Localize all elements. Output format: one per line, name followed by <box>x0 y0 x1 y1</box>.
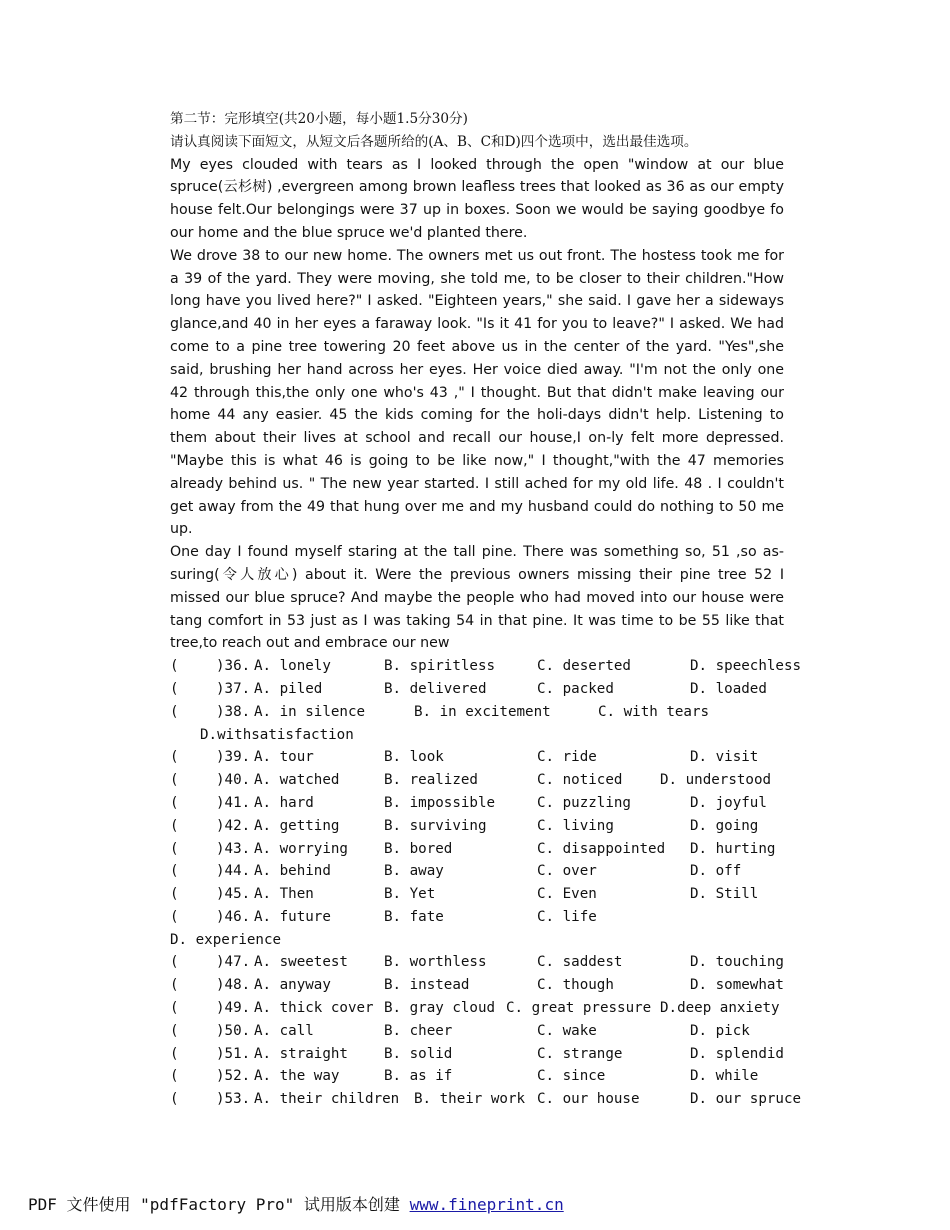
option-b: B. bored <box>384 840 453 857</box>
option-b: B. their work <box>414 1091 526 1108</box>
passage-paragraph-3: One day I found myself staring at the tall pine. There was something so, 51 ,so as- suring(令人放心) about it. Were the previous owners missing their pine tree 52 I missed our blue spruce? And maybe the people who had moved into our house were tang comfort in 53 just as I was taking 54 in that pine. It was time to be 55 like that tree,to reach out and embrace our new <box>170 544 784 652</box>
question-number: )52. <box>216 1068 251 1085</box>
option-a: A. thick cover <box>254 1000 374 1017</box>
question-number: )43. <box>216 840 251 857</box>
instruction-text: 请认真阅读下面短文，从短文后各题所给的(A、B、C和D)四个选项中，选出最佳选项。 <box>170 133 698 150</box>
option-c: C. disappointed <box>537 840 666 857</box>
option-a: A. in silence <box>254 703 366 720</box>
question-row <box>170 815 784 838</box>
question-row <box>170 883 784 906</box>
option-a: A. Then <box>254 886 314 903</box>
question-row <box>170 655 802 678</box>
document-page <box>170 108 802 1111</box>
answer-paren: ( <box>170 817 179 834</box>
option-a: A. watched <box>254 772 340 789</box>
option-c: C. strange <box>537 1045 623 1062</box>
option-a: A. their children <box>254 1091 400 1108</box>
option-d-wrapped: D. experience <box>170 931 282 948</box>
answer-paren: ( <box>170 977 179 994</box>
option-c: C. Even <box>537 886 597 903</box>
option-d: D. speechless <box>690 658 802 675</box>
question-row <box>170 951 784 974</box>
answer-paren: ( <box>170 886 179 903</box>
option-a: A. straight <box>254 1045 348 1062</box>
option-d: D.deep anxiety <box>660 1000 780 1017</box>
question-number: )39. <box>216 749 251 766</box>
question-row <box>170 1020 784 1043</box>
passage-paragraph-1: My eyes clouded with tears as I looked through the open "window at our blue spruce(云杉树) ,evergreen among brown leafless trees that looked as 36 as our empty house felt.Our belongings were 37 up in boxes. Soon we would be saying goodbye fo our home and the blue spruce we'd planted there. <box>170 156 784 241</box>
option-a: A. lonely <box>254 658 331 675</box>
option-c: C. our house <box>537 1091 640 1108</box>
question-row <box>170 1043 784 1066</box>
option-a: A. future <box>254 908 331 925</box>
option-b: B. worthless <box>384 954 487 971</box>
option-c: C. with tears <box>598 703 710 720</box>
option-c: C. saddest <box>537 954 623 971</box>
option-d: D. loaded <box>690 680 767 697</box>
option-b: B. spiritless <box>384 658 496 675</box>
option-b: B. gray cloud <box>384 1000 496 1017</box>
option-c: C. over <box>537 863 597 880</box>
question-row <box>170 1065 784 1088</box>
question-number: )38. <box>216 703 251 720</box>
question-number: )53. <box>216 1091 251 1108</box>
option-d: D. somewhat <box>690 977 784 994</box>
question-number: )46. <box>216 908 251 925</box>
answer-paren: ( <box>170 749 179 766</box>
answer-paren: ( <box>170 908 179 925</box>
option-b: B. look <box>384 749 444 766</box>
passage-paragraph-2: We drove 38 to our new home. The owners met us out front. The hostess took me for a 39 of the yard. They were moving, she told me, to be closer to their children."How long have you lived here?" I asked. "Eighteen years," she said. I gave her a sideways glance,and 40 in her eyes a faraway look. "Is it 41 for you to leave?" I asked. We had come to a pine tree towering 20 feet above us in the center of the yard. "Yes",she said, brushing her hand across her eyes. Her voice died away. "I'm not the only one 42 through this,the only one who's 43 ," I thought. But that didn't make leaving our home 44 any easier. 45 the kids coming for the holi-days didn't help. Listening to them about their lives at school and recall our house,I on-ly felt more depressed. "Maybe this is what 46 is going to be like now," I thought,"with the 47 memories already behind us. " The new year started. I still ached for my old life. 48 . I couldn't get away from the 49 that hung over me and my husband could do nothing to 50 me up. <box>170 247 784 538</box>
option-d: D. going <box>690 817 759 834</box>
question-row <box>170 678 784 701</box>
option-a: A. hard <box>254 794 314 811</box>
question-row <box>170 769 784 792</box>
option-c: C. ride <box>537 749 597 766</box>
answer-paren: ( <box>170 703 179 720</box>
answer-paren: ( <box>170 658 179 675</box>
question-row <box>170 1088 802 1111</box>
option-c: C. deserted <box>537 658 631 675</box>
answer-paren: ( <box>170 840 179 857</box>
option-c: C. since <box>537 1068 606 1085</box>
answer-paren: ( <box>170 680 179 697</box>
question-number: )45. <box>216 886 251 903</box>
answer-paren: ( <box>170 772 179 789</box>
question-number: )42. <box>216 817 251 834</box>
question-list <box>170 655 802 1111</box>
option-c: C. noticed <box>537 772 623 789</box>
option-b: B. delivered <box>384 680 487 697</box>
option-d: D. Still <box>690 886 759 903</box>
option-c: C. life <box>537 908 597 925</box>
question-row <box>170 746 784 769</box>
option-b: B. impossible <box>384 794 496 811</box>
option-a: A. anyway <box>254 977 331 994</box>
question-number: )44. <box>216 863 251 880</box>
question-row <box>170 860 784 883</box>
pdf-footer <box>28 1192 564 1215</box>
option-d: D. understood <box>660 772 772 789</box>
option-c: C. great pressure <box>506 1000 652 1017</box>
option-d: D. off <box>690 863 742 880</box>
option-d: D. splendid <box>690 1045 784 1062</box>
option-a: A. worrying <box>254 840 348 857</box>
option-c: C. packed <box>537 680 614 697</box>
question-number: )41. <box>216 794 251 811</box>
option-c: C. puzzling <box>537 794 631 811</box>
option-d: D. joyful <box>690 794 767 811</box>
option-b: B. as if <box>384 1068 453 1085</box>
section-title: 第二节：完形填空(共20小题，每小题1.5分30分) <box>170 111 468 127</box>
option-c: C. wake <box>537 1022 597 1039</box>
answer-paren: ( <box>170 1068 179 1085</box>
option-b: B. instead <box>384 977 470 994</box>
option-d: D. pick <box>690 1022 750 1039</box>
question-number: )36. <box>216 658 251 675</box>
question-number: )50. <box>216 1022 251 1039</box>
answer-paren: ( <box>170 794 179 811</box>
option-b: B. away <box>384 863 444 880</box>
option-c: C. living <box>537 817 614 834</box>
option-a: A. piled <box>254 680 323 697</box>
footer-link[interactable]: www.fineprint.cn <box>409 1195 564 1214</box>
question-number: )37. <box>216 680 251 697</box>
footer-text: PDF 文件使用 "pdfFactory Pro" 试用版本创建 <box>28 1195 400 1214</box>
option-b: B. realized <box>384 772 478 789</box>
question-number: )49. <box>216 1000 251 1017</box>
answer-paren: ( <box>170 954 179 971</box>
option-a: A. the way <box>254 1068 340 1085</box>
question-row <box>170 997 784 1020</box>
option-d: D. touching <box>690 954 784 971</box>
question-row <box>170 838 784 861</box>
option-d: D. while <box>690 1068 759 1085</box>
option-d: D. our spruce <box>690 1091 802 1108</box>
question-row <box>170 701 784 724</box>
option-b: B. in excitement <box>414 703 551 720</box>
question-number: )47. <box>216 954 251 971</box>
option-d: D. hurting <box>690 840 776 857</box>
option-a: A. getting <box>254 817 340 834</box>
question-number: )48. <box>216 977 251 994</box>
answer-paren: ( <box>170 1000 179 1017</box>
option-d: D. visit <box>690 749 759 766</box>
option-a: A. call <box>254 1022 314 1039</box>
question-row <box>170 906 784 929</box>
option-b: B. cheer <box>384 1022 453 1039</box>
option-b: B. Yet <box>384 886 436 903</box>
question-number: )40. <box>216 772 251 789</box>
option-d-wrapped: D.withsatisfaction <box>200 726 354 743</box>
question-row <box>170 974 784 997</box>
option-b: B. fate <box>384 908 444 925</box>
question-row <box>170 792 784 815</box>
answer-paren: ( <box>170 1045 179 1062</box>
answer-paren: ( <box>170 1022 179 1039</box>
option-a: A. sweetest <box>254 954 348 971</box>
option-b: B. solid <box>384 1045 453 1062</box>
question-number: )51. <box>216 1045 251 1062</box>
option-c: C. though <box>537 977 614 994</box>
answer-paren: ( <box>170 863 179 880</box>
option-a: A. behind <box>254 863 331 880</box>
answer-paren: ( <box>170 1091 179 1108</box>
option-b: B. surviving <box>384 817 487 834</box>
option-a: A. tour <box>254 749 314 766</box>
